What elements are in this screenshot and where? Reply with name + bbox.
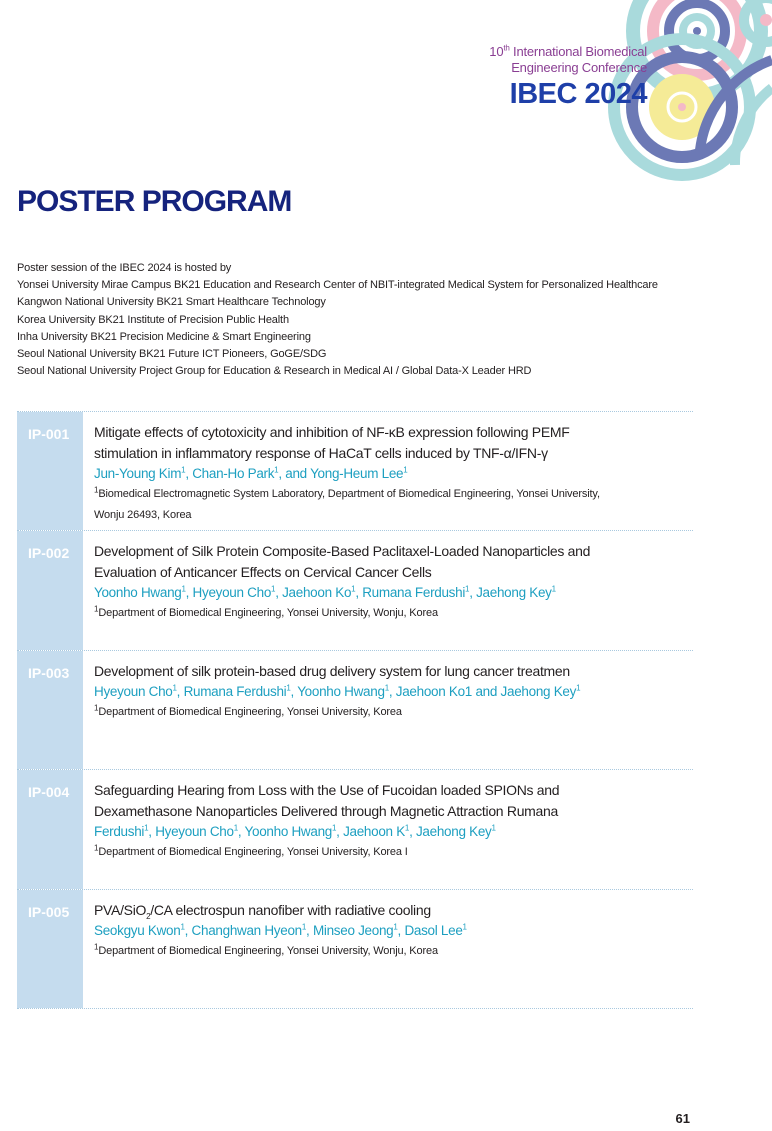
author-affiliation-mark: 1: [551, 584, 556, 594]
arc-navy: [700, 60, 772, 150]
conference-name-line2: Engineering Conference: [511, 60, 647, 75]
entry-title-line: Evaluation of Anticancer Effects on Cervical Cancer Cells: [94, 564, 432, 581]
author-affiliation-mark: 1: [404, 823, 410, 833]
arc-teal: [735, 88, 772, 165]
page-title: POSTER PROGRAM: [17, 185, 292, 218]
entry-affiliation: [94, 484, 693, 505]
entry-authors: [94, 464, 693, 484]
ring-lower-navy: [632, 57, 732, 157]
author-affiliation-mark: 1: [465, 584, 470, 594]
ring-pink: [653, 0, 741, 75]
author-affiliation-mark: 1: [403, 465, 408, 475]
author-separator: , and: [278, 466, 311, 481]
host-line: Seoul National University Project Group for Education & Research in Medical AI / Global Data-X Leader HRD: [17, 365, 532, 378]
author-separator: ,: [355, 585, 363, 601]
author-separator: ,: [185, 466, 193, 481]
author-affiliation-mark: 1: [393, 922, 398, 932]
affiliation-mark: 1: [94, 843, 99, 853]
program-entry: [17, 531, 693, 650]
author-affiliation-mark: 1: [384, 683, 389, 693]
host-line: Seoul National University BK21 Future ICT Pioneers, GoGE/SDG: [17, 348, 327, 361]
host-line: Inha University BK21 Precision Medicine & Smart Engineering: [17, 330, 311, 343]
author-affiliation-mark: 1: [271, 584, 276, 594]
entry-title-line: Development of Silk Protein Composite-Based Paclitaxel-Loaded Nanoparticles and: [94, 543, 591, 560]
ring-right-dot: [760, 14, 772, 26]
conference-name-line1-text: International Biomedical: [509, 44, 647, 59]
entry-affiliation: [94, 603, 693, 624]
author-name: Jaehoon K: [343, 824, 405, 840]
edition-suffix: th: [503, 43, 510, 53]
host-line: Yonsei University Mirae Campus BK21 Education and Research Center of NBIT-integrated Medical System for Personalized Healthcare: [17, 279, 658, 292]
author-name: Rumana Ferdushi: [362, 585, 466, 601]
entry-authors: [94, 583, 693, 603]
entry-code: IP-004: [17, 770, 83, 888]
author-affiliation-mark: 1: [301, 922, 307, 932]
author-affiliation-mark: 1: [274, 465, 279, 475]
entry-title-line: Safeguarding Hearing from Loss with the Use of Fucoidan loaded SPIONs and: [94, 782, 560, 799]
author-separator: ,: [409, 824, 416, 840]
affiliation-mark: 1: [94, 703, 99, 713]
author-affiliation-mark: 1: [181, 584, 186, 594]
author-name: Seokgyu Kwon: [94, 922, 181, 938]
entry-affiliation: [94, 505, 693, 526]
program-entry: [17, 770, 693, 889]
author-separator: ,: [388, 683, 396, 699]
program-entry: [17, 651, 693, 770]
author-separator: ,: [176, 683, 184, 699]
author-name: Hyeyoun Cho: [155, 824, 234, 840]
entry-affiliation: [94, 941, 693, 962]
author-affiliation-mark: 1: [181, 465, 186, 475]
author-affiliation-mark: 1: [462, 922, 467, 932]
entry-code: IP-003: [17, 651, 83, 769]
title-text: PVA/SiO: [94, 901, 147, 918]
author-affiliation-mark: 1: [576, 683, 581, 693]
entry-title-line: [94, 900, 693, 921]
conference-name: [427, 44, 647, 110]
host-line: Kangwon National University BK21 Smart Healthcare Technology: [17, 296, 326, 309]
author-name: Yoonho Hwang: [297, 683, 385, 699]
author-affiliation-mark: 1: [180, 922, 185, 932]
author-affiliation-mark: 1: [491, 823, 496, 833]
author-affiliation-mark: 1: [144, 823, 149, 833]
ring-lower-yellow: [649, 74, 715, 140]
entry-code: IP-001: [17, 412, 83, 530]
entry-affiliation: [94, 702, 693, 723]
entry-content: [83, 651, 693, 769]
author-name: Yong-Heum Lee: [310, 466, 404, 481]
affiliation-text: Department of Biomedical Engineering, Yonsei University, Korea I: [98, 846, 408, 859]
conference-logo-rings: [0, 0, 772, 200]
entry-code: IP-002: [17, 531, 83, 649]
author-name: Dasol Lee: [404, 922, 463, 938]
ring-lower-white: [668, 93, 696, 121]
ring-center-dot: [693, 27, 701, 35]
author-name: Ferdushi: [94, 824, 145, 840]
author-name: Jaehoon Ko: [282, 585, 352, 601]
title-text: /CA electrospun nanofiber with radiative cooling: [150, 901, 431, 918]
program-entry: [17, 890, 693, 1009]
entry-title-line: stimulation in inflammatory response of HaCaT cells induced by TNF-α/IFN-γ: [94, 445, 548, 461]
author-separator: ,: [275, 585, 283, 601]
poster-program-table: [17, 411, 693, 1009]
author-name: Jun-Young Kim: [94, 466, 182, 481]
author-separator: ,: [184, 922, 192, 938]
author-name: Changhwan Hyeon: [191, 922, 302, 938]
author-affiliation-mark: 1: [286, 683, 291, 693]
author-affiliation-mark: 1: [351, 584, 356, 594]
entry-content: [83, 412, 693, 530]
conference-title: IBEC 2024: [509, 78, 647, 110]
affiliation-mark: 1: [94, 604, 99, 614]
author-separator: ,: [290, 683, 298, 699]
affiliation-mark: 1: [94, 941, 99, 951]
author-separator: ,: [237, 824, 245, 840]
affiliation-text: Department of Biomedical Engineering, Yonsei University, Wonju, Korea: [98, 944, 438, 957]
author-separator: ,: [185, 585, 193, 601]
author-name: Minseo Jeong: [312, 922, 394, 938]
conference-name-line1: [427, 44, 647, 60]
ring-lower-dot: [678, 103, 686, 111]
author-affiliation-mark: 1: [233, 823, 238, 833]
hosts-intro: Poster session of the IBEC 2024 is hosted by: [17, 262, 232, 274]
author-name: Yoonho Hwang: [94, 585, 182, 601]
page-number: 61: [675, 1111, 690, 1126]
entry-authors: [94, 682, 693, 702]
author-name: Jaehong Key: [415, 824, 492, 840]
affiliation-text: Wonju 26493, Korea: [94, 509, 192, 521]
title-subscript: 2: [146, 911, 151, 921]
author-separator: ,: [148, 824, 156, 840]
author-affiliation-mark: 1: [172, 683, 177, 693]
author-separator: ,: [469, 585, 477, 601]
author-separator: ,: [397, 922, 405, 938]
ring-teal-inner: [683, 17, 711, 45]
author-separator: ,: [336, 824, 344, 840]
entry-title-line: Mitigate effects of cytotoxicity and inhibition of NF-κB expression following PEMF: [94, 424, 570, 440]
entry-title-line: Development of silk protein-based drug delivery system for lung cancer treatmen: [94, 662, 570, 679]
author-name: Jaehong Key: [476, 585, 552, 601]
affiliation-text: Biomedical Electromagnetic System Laboratory, Department of Biomedical Engineering, Yonsei University,: [98, 488, 600, 500]
author-affiliation-mark: 1: [332, 823, 337, 833]
author-name: Yoonho Hwang: [244, 824, 332, 840]
hosts-list: [17, 260, 717, 380]
ring-navy: [669, 3, 725, 59]
host-line: Korea University BK21 Institute of Precision Public Health: [17, 313, 289, 326]
author-separator: ,: [306, 922, 313, 938]
ring-teal-outer: [633, 0, 761, 95]
entry-code: IP-005: [17, 890, 83, 1008]
entry-content: [83, 890, 693, 1008]
author-name: Hyeyoun Cho: [94, 683, 173, 699]
entry-content: [83, 770, 693, 888]
edition-number: 10: [489, 44, 504, 59]
author-name: Hyeyoun Cho: [192, 585, 272, 601]
entry-authors: [94, 822, 693, 842]
author-name: Jaehoon Ko1 and Jaehong Key: [395, 683, 577, 699]
entry-affiliation: [94, 842, 693, 863]
program-entry: [17, 412, 693, 531]
ring-right-top: [744, 0, 772, 42]
affiliation-text: Department of Biomedical Engineering, Yonsei University, Wonju, Korea: [98, 607, 438, 620]
entry-authors: [94, 921, 693, 941]
affiliation-text: Department of Biomedical Engineering, Yonsei University, Korea: [98, 705, 402, 718]
entry-content: [83, 531, 693, 649]
entry-title-line: Dexamethasone Nanoparticles Delivered through Magnetic Attraction Rumana: [94, 803, 558, 820]
author-name: Chan-Ho Park: [192, 466, 275, 481]
author-name: Rumana Ferdushi: [183, 683, 287, 699]
affiliation-mark: 1: [94, 485, 99, 495]
